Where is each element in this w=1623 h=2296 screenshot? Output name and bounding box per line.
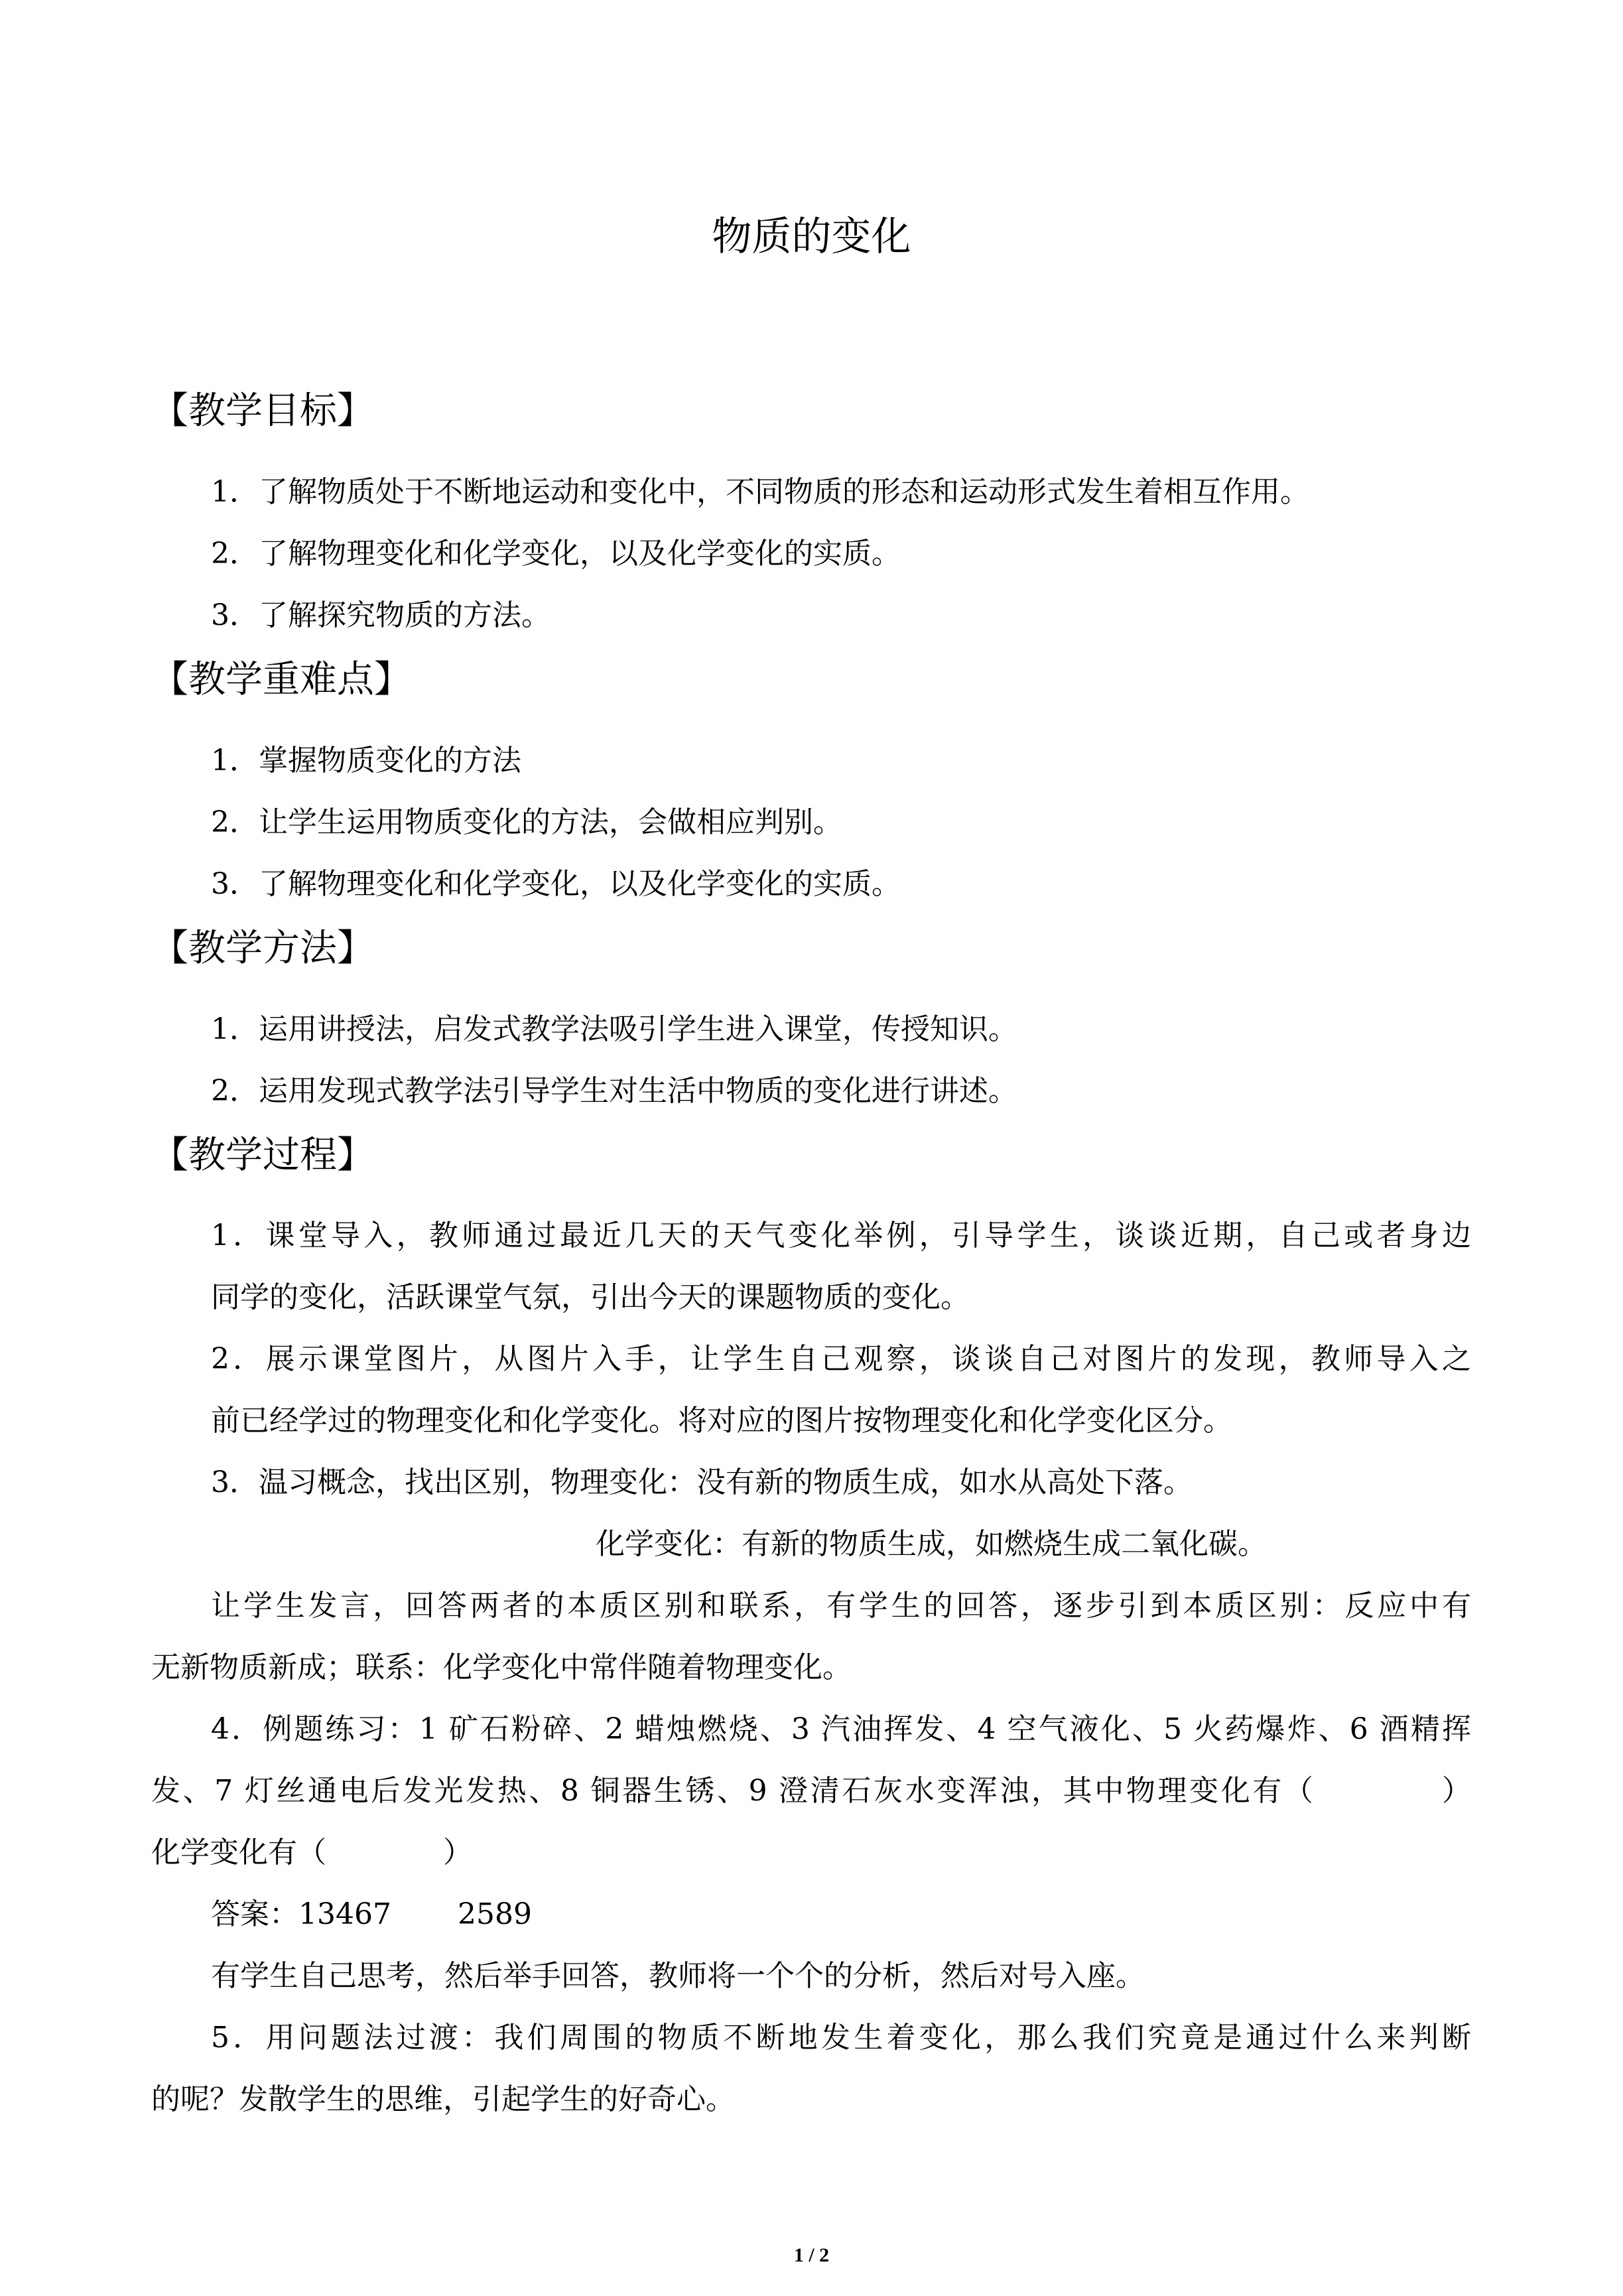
- answer-physical: 13467: [298, 1897, 391, 1931]
- process-think-answer: 有学生自己思考，然后举手回答，教师将一个个的分析，然后对号入座。: [211, 1959, 1145, 1993]
- process-step-3-line-1: 3．温习概念，找出区别，物理变化：没有新的物质生成，如水从高处下落。: [211, 1465, 1193, 1499]
- key-point-item-3: 3．了解物理变化和化学变化，以及化学变化的实质。: [211, 867, 901, 901]
- objective-item-1: 1．了解物质处于不断地运动和变化中，不同物质的形态和运动形式发生着相互作用。: [211, 475, 1309, 509]
- process-step-3-line-2: 化学变化：有新的物质生成，如燃烧生成二氧化碳。: [596, 1527, 1267, 1561]
- objective-item-2: 2．了解物理变化和化学变化，以及化学变化的实质。: [211, 537, 901, 571]
- process-step-4-line-2: 发、7 灯丝通电后发光发热、8 铜器生锈、9 澄清石灰水变浑浊，其中物理变化有（ ）: [151, 1774, 1471, 1808]
- heading-methods: 【教学方法】: [151, 927, 374, 970]
- process-discussion-line-1: 让学生发言，回答两者的本质区别和联系，有学生的回答，逐步引到本质区别：反应中有: [211, 1589, 1471, 1623]
- objective-item-3: 3．了解探究物质的方法。: [211, 598, 551, 632]
- process-step-1-line-1: 1．课堂导入，教师通过最近几天的天气变化举例，引导学生，谈谈近期，自己或者身边: [211, 1219, 1471, 1252]
- method-item-1: 1．运用讲授法，启发式教学法吸引学生进入课堂，传授知识。: [211, 1012, 1017, 1046]
- heading-process: 【教学过程】: [151, 1134, 374, 1177]
- heading-objectives: 【教学目标】: [151, 389, 374, 433]
- method-item-2: 2．运用发现式教学法引导学生对生活中物质的变化进行讲述。: [211, 1074, 1017, 1108]
- heading-key-points: 【教学重难点】: [151, 658, 411, 701]
- process-step-5-line-1: 5．用问题法过渡：我们周围的物质不断地发生着变化，那么我们究竟是通过什么来判断: [211, 2021, 1471, 2055]
- page-number: 1 / 2: [793, 2244, 830, 2266]
- key-point-item-1: 1．掌握物质变化的方法: [211, 744, 521, 777]
- document-title: 物质的变化: [712, 214, 911, 260]
- process-step-2-line-1: 2．展示课堂图片，从图片入手，让学生自己观察，谈谈自己对图片的发现，教师导入之: [211, 1342, 1471, 1376]
- process-step-4-line-3: 化学变化有（ ）: [151, 1836, 472, 1869]
- answer-line: [211, 1895, 532, 1934]
- answer-label: 答案：: [211, 1897, 298, 1931]
- process-step-5-line-2: 的呢？发散学生的思维，引起学生的好奇心。: [151, 2082, 735, 2116]
- process-step-1-line-2: 同学的变化，活跃课堂气氛，引出今天的课题物质的变化。: [211, 1280, 970, 1314]
- answer-chemical: 2589: [457, 1897, 532, 1931]
- process-discussion-line-2: 无新物质新成；联系：化学变化中常伴随着物理变化。: [151, 1651, 852, 1684]
- process-step-2-line-2: 前已经学过的物理变化和化学变化。将对应的图片按物理变化和化学变化区分。: [211, 1404, 1232, 1438]
- process-step-4-line-1: 4．例题练习：1 矿石粉碎、2 蜡烛燃烧、3 汽油挥发、4 空气液化、5 火药爆炸、6 酒精挥: [211, 1712, 1471, 1746]
- key-point-item-2: 2．让学生运用物质变化的方法，会做相应判别。: [211, 805, 842, 839]
